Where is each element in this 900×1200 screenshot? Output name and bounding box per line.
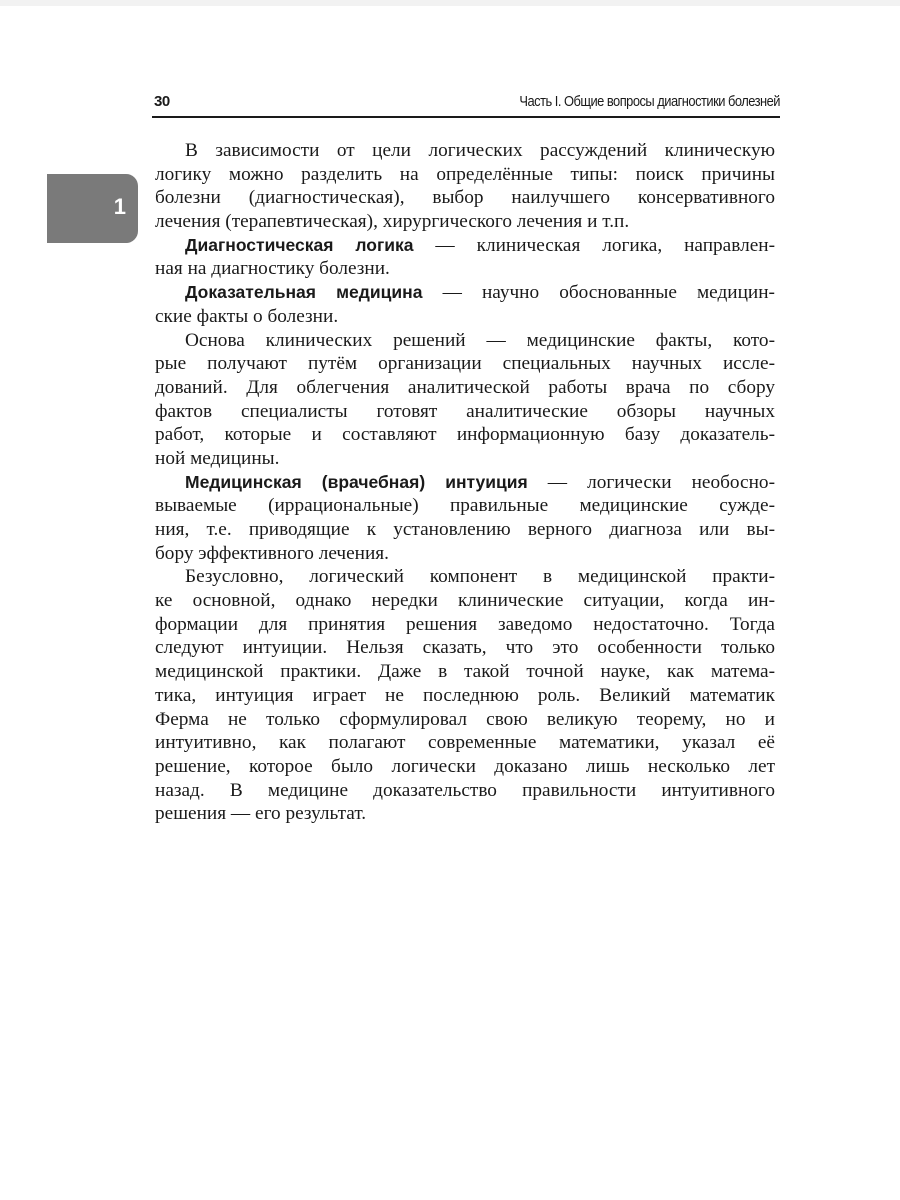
definition-line [155,234,775,258]
text-line: ке основной, однако нередки клинические ситуации, когда ин- [155,590,775,612]
chapter-tab-number: 1 [113,194,126,219]
definition-line [155,471,775,495]
text-line: логику можно разделить на определённые типы: поиск причины [155,163,775,185]
text-line: интуитивно, как полагают современные математики, указал её [155,732,775,754]
page-number: 30 [154,93,170,110]
text-line: решение, которое было логически доказано лишь несколько лет [155,755,775,777]
text-line: медицинской практики. Даже в такой точной науке, как матема- [155,661,775,683]
text-line: ские факты о болезни. [155,305,339,327]
definition-text: — логически необосно- [527,471,775,493]
running-title: Часть I. Общие вопросы диагностики болезней [519,93,780,110]
text-line: В зависимости от цели логических рассуждений клиническую [185,140,775,161]
text-line: лечения (терапевтическая), хирургического лечения и т.п. [155,211,630,233]
term-medical-intuition: Медицинская (врачебная) интуиция [185,471,528,492]
text-line: болезни (диагностическая), выбор наилучшего консервативного [155,187,775,209]
text-line: фактов специалисты готовят аналитические обзоры научных [155,400,775,422]
definition-line [155,281,775,305]
text-line: формации для принятия решения заведомо недостаточно. Тогда [155,613,775,635]
text-line: дований. Для облегчения аналитической работы врача по сбору [155,376,775,398]
text-line: Основа клинических решений — медицинские факты, кото- [185,329,775,351]
body-text [155,139,775,826]
text-line: решения — его результат. [155,803,367,825]
text-line: бору эффективного лечения. [155,542,389,564]
text-line: вываемые (иррациональные) правильные медицинские сужде- [155,495,775,517]
definition-text: — клиническая логика, направлен- [413,234,775,256]
chapter-tab [47,174,138,243]
text-line: ная на диагностику болезни. [155,258,390,280]
text-line: ной медицины. [155,447,280,469]
page-header [152,92,780,118]
text-line: Ферма не только сформулировал свою великую теорему, но и [155,708,775,730]
term-evidence-based-medicine: Доказательная медицина [185,282,423,303]
text-line: тика, интуиция играет не последнюю роль. Великий математик [155,684,775,706]
text-line: работ, которые и составляют информационную базу доказатель- [155,424,775,446]
term-diagnostic-logic: Диагностическая логика [185,234,414,255]
text-line: рые получают путём организации специальных научных иссле- [155,353,775,375]
text-line: Безусловно, логический компонент в медицинской практи- [185,566,775,588]
definition-text: — научно обоснованные медицин- [422,282,775,304]
text-line: назад. В медицине доказательство правильности интуитивного [155,779,775,801]
text-line: следуют интуиции. Нельзя сказать, что это особенности только [155,637,775,659]
top-edge-band [0,0,900,6]
text-line: ния, т.е. приводящие к установлению верного диагноза или вы- [155,519,775,540]
